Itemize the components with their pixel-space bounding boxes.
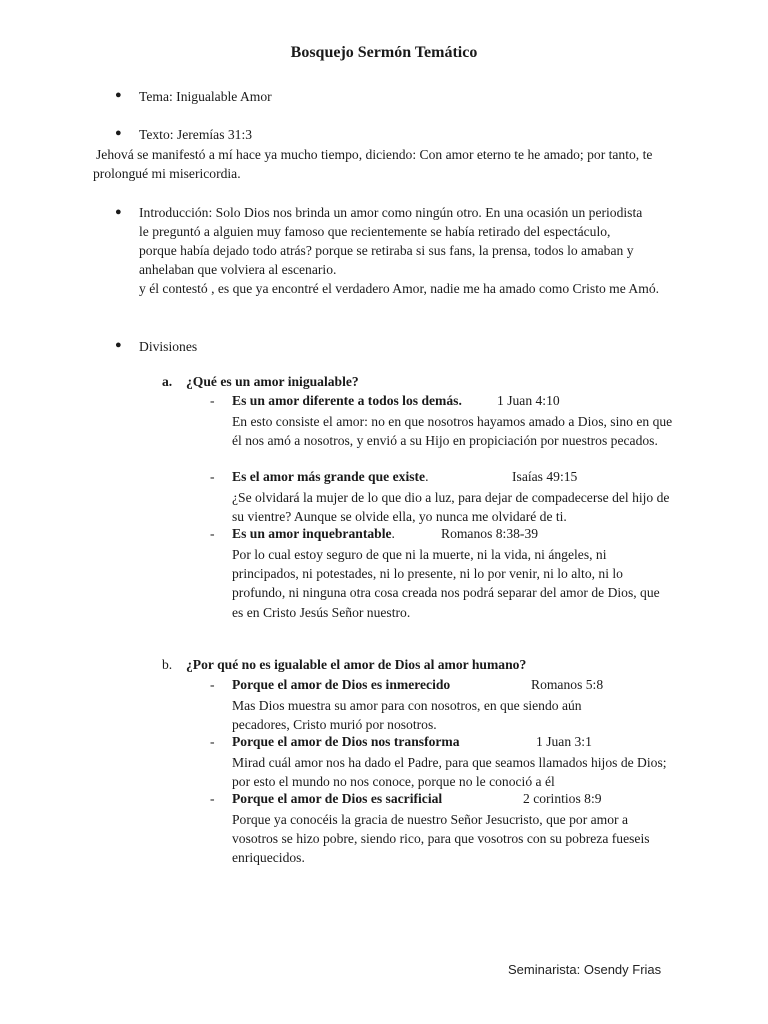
item-title: Porque el amor de Dios es inmerecido xyxy=(232,677,451,692)
bullet-icon: ● xyxy=(115,127,122,139)
scripture-text: Por lo cual estoy seguro de que ni la muerte, ni la vida, ni ángeles, ni principados, ni potestades, ni lo presente, ni lo por venir, ni lo alto, ni lo profundo, ni ninguna otra cosa creada nos podrá separar del amor de Dios, que es en Cristo Jesús Señor nuestro. xyxy=(232,547,660,620)
scripture-reference: 1 Juan 4:10 xyxy=(497,393,560,408)
dash-marker: - xyxy=(210,526,215,541)
scripture-reference: 2 corintios 8:9 xyxy=(523,791,602,806)
tema-line: Tema: Inigualable Amor xyxy=(139,89,272,104)
bullet-icon: ● xyxy=(115,89,122,101)
page-title: Bosquejo Sermón Temático xyxy=(290,44,478,61)
scripture-reference: Romanos 8:38-39 xyxy=(441,526,539,541)
introduccion-text: Introducción: Solo Dios nos brinda un amor como ningún otro. En una ocasión un periodista le preguntó a alguien muy famoso que recientemente se había retirado del espectáculo, porque había dejado todo atrás? porque se retiraba si sus fans, la prensa, todos lo amaban y anhelaban que volviera al escenario. xyxy=(139,205,643,277)
bullet-icon: ● xyxy=(115,206,122,218)
dash-marker: - xyxy=(210,677,215,692)
scripture-text: ¿Se olvidará la mujer de lo que dio a luz, para dejar de compadecerse del hijo de su vientre? Aunque se olvide ella, yo nunca me olvidaré de ti. xyxy=(232,490,670,525)
item-title: Es el amor más grande que existe xyxy=(232,469,426,484)
section-b-letter: b. xyxy=(162,657,173,672)
dash-marker: - xyxy=(210,734,215,749)
section-b-heading: ¿Por qué no es igualable el amor de Dios al amor humano? xyxy=(186,657,527,672)
item-title: Es un amor diferente a todos los demás. xyxy=(232,393,462,408)
scripture-text: Mas Dios muestra su amor para con nosotros, en que siendo aún pecadores, Cristo murió por nosotros. xyxy=(232,698,582,733)
divisiones-label: Divisiones xyxy=(139,339,198,354)
texto-label: Texto: Jeremías 31:3 xyxy=(139,127,253,142)
scripture-reference: 1 Juan 3:1 xyxy=(536,734,592,749)
section-a-heading: ¿Qué es un amor inigualable? xyxy=(186,374,359,389)
dash-marker: - xyxy=(210,469,215,484)
dash-marker: - xyxy=(210,791,215,806)
texto-quote: Jehová se manifestó a mí hace ya mucho tiempo, diciendo: Con amor eterno te he amado; por tanto, te prolongué mi misericordia. xyxy=(93,147,653,181)
item-title: Porque el amor de Dios es sacrificial xyxy=(232,791,443,806)
item-title: Porque el amor de Dios nos transforma xyxy=(232,734,460,749)
scripture-text: En esto consiste el amor: no en que nosotros hayamos amado a Dios, sino en que él nos amó a nosotros, y envió a su Hijo en propiciación por nuestros pecados. xyxy=(232,414,673,449)
introduccion-text-2: y él contestó , es que ya encontré el verdadero Amor, nadie me ha amado como Cristo me Amó. xyxy=(139,281,660,296)
bullet-icon: ● xyxy=(115,339,122,351)
section-a-letter: a. xyxy=(162,374,173,389)
footer-author: Seminarista: Osendy Frias xyxy=(508,962,662,977)
item-title: Es un amor inquebrantable xyxy=(232,526,392,541)
item-title-suffix: . xyxy=(425,469,429,484)
dash-marker: - xyxy=(210,393,215,408)
scripture-text: Mirad cuál amor nos ha dado el Padre, para que seamos llamados hijos de Dios; por esto el mundo no nos conoce, porque no le conoció a él xyxy=(232,755,667,790)
scripture-text: Porque ya conocéis la gracia de nuestro Señor Jesucristo, que por amor a vosotros se hizo pobre, siendo rico, para que vosotros con su pobreza fueseis enriquecidos. xyxy=(232,812,650,866)
item-title-suffix: . xyxy=(391,526,395,541)
scripture-reference: Isaías 49:15 xyxy=(512,469,578,484)
scripture-reference: Romanos 5:8 xyxy=(531,677,604,692)
